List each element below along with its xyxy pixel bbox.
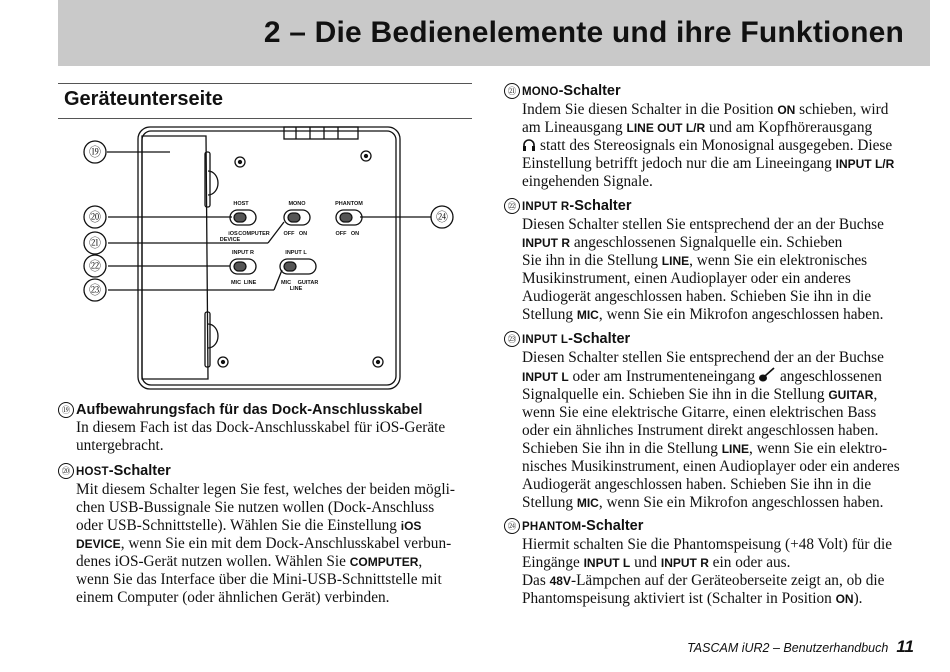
page-footer <box>687 637 914 657</box>
chapter-banner <box>58 0 930 66</box>
svg-text:HOST: HOST <box>233 201 249 207</box>
svg-text:INPUT R: INPUT R <box>232 250 254 256</box>
item-title: Aufbewahrungsfach für das Dock-Anschlusskabel <box>76 402 423 418</box>
item-body: Hiermit schalten Sie die Phantomspeisung (+48 Volt) für die Eingänge INPUT L und INPUT R ein oder aus. Das 48V-Lämpchen auf der Geräteoberseite zeigt an, ob die Phantomspeisung aktiviert ist (Schalter in Position ON). <box>522 536 893 607</box>
svg-text:INPUT L: INPUT L <box>285 250 307 256</box>
svg-text:iOS: iOS <box>228 231 238 237</box>
section-rule-bottom <box>58 118 472 119</box>
headphone-icon <box>522 138 536 152</box>
item-body: Diesen Schalter stellen Sie entsprechend der an der Buchse INPUT R angeschlossenen Signalquelle ein. Schieben Sie ihn in die Stellung LINE, wenn Sie ein elektronisches Musikinstrument, einen Audioplayer oder ein anderes Audiogerät angeschlossen haben. Schieben Sie ihn in die Stellung MIC, wenn Sie ein Mikrofon angeschlossen haben. <box>522 216 884 323</box>
callout-22: ㉒ <box>88 259 102 273</box>
svg-text:ON: ON <box>350 231 360 237</box>
item-24: ㉔ PHANTOM-Schalter Hiermit schalten Sie die Phantomspeisung (+48 Volt) für die Eingänge INPUT L und INPUT R ein oder aus. Das 48V-Lämpchen auf der Geräteoberseite zeigt an, ob die Phantomspeisung aktiviert ist (Schalter in Position ON). <box>504 517 892 608</box>
item-body: Diesen Schalter stellen Sie entsprechend der an der Buchse INPUT L oder am Instrumenteneingang angeschlossenen Signalquelle ein. Schieben Sie ihn in die Stellung GUITAR, wenn Sie eine elektrische Gitarre, einen elektrischen Bass oder ein ähnliches Instrument direkt angeschlossen haben. Schieben Sie ihn in die Stellung LINE, wenn Sie ein elektro- nisches Musikinstrument, einen Audioplayer oder ein anderes Audiogerät angeschlossen haben. Schieben Sie ihn in die Stellung MIC, wenn Sie ein Mikrofon angeschlossen haben. <box>522 349 900 511</box>
svg-text:OFF: OFF <box>335 231 347 237</box>
callout-23: ㉓ <box>88 283 102 297</box>
svg-text:GUITAR: GUITAR <box>297 280 319 286</box>
svg-text:COMPUTER: COMPUTER <box>238 231 270 237</box>
svg-text:MONO: MONO <box>288 201 306 207</box>
callout-21: ㉑ <box>88 236 102 250</box>
item-19 <box>58 401 445 455</box>
page-number: 11 <box>896 637 914 656</box>
svg-text:LINE: LINE <box>243 280 257 286</box>
callout-19: ⑲ <box>88 145 102 159</box>
cable-compartment <box>142 136 208 379</box>
svg-text:DEVICE: DEVICE <box>219 237 241 243</box>
item-23: ㉓ INPUT L-Schalter Diesen Schalter stellen Sie entsprechend der an der Buchse INPUT L oder am Instrumenteneingang angeschlossenen Signalquelle ein. Schieben Sie ihn in die Stellung GUITAR, wenn Sie eine elektrische Gitarre, einen elektrischen Bass oder ein ähnliches Instrument direkt angeschlossen haben. Schieben Sie ihn in die Stellung LINE, wenn Sie ein elektro- nisches Musikinstrument, einen Audioplayer oder ein anderes Audiogerät angeschlossen haben. Schieben Sie ihn in die Stellung MIC, wenn Sie ein Mikrofon angeschlossen haben. <box>504 330 900 512</box>
svg-text:MIC: MIC <box>280 280 292 286</box>
rear-connector-strip <box>284 127 358 139</box>
guitar-icon <box>758 367 776 383</box>
item-body: Indem Sie diesen Schalter in die Position ON schieben, wird am Lineausgang LINE OUT L/R und am Kopfhörerausgang statt des Stereosignals ein Monosignal ausgegeben. Diese Einstellung betrifft jedoch nur die am Lineeingang INPUT L/R eingehenden Signale. <box>522 101 895 190</box>
section-title: Geräteunterseite <box>64 88 223 110</box>
svg-text:PHANTOM: PHANTOM <box>335 201 363 207</box>
device-outline <box>138 127 400 389</box>
item-body: Mit diesem Schalter legen Sie fest, welches der beiden mögli- chen USB-Bussignale Sie nutzen wollen (Dock-Anschluss oder USB-Schnittstelle). Wählen Sie die Einstellung iOS DEVICE, wenn Sie ein mit dem Dock-Anschlusskabel verbun- denes iOS-Gerät nutzen wollen. Wählen Sie COMPUTER, wenn Sie das Interface über die Mini-USB-Schnittstelle mit einem Computer (oder ähnlichen Gerät) verbinden. <box>76 481 455 606</box>
section-rule-top <box>58 83 472 84</box>
item-body: In diesem Fach ist das Dock-Anschlusskabel für iOS-Geräte untergebracht. <box>76 419 446 454</box>
footer-text: TASCAM iUR2 – Benutzerhandbuch <box>687 641 889 655</box>
device-bottom-diagram <box>78 124 470 394</box>
item-22: ㉒ INPUT R-Schalter Diesen Schalter stellen Sie entsprechend der an der Buchse INPUT R angeschlossenen Signalquelle ein. Schieben Sie ihn in die Stellung LINE, wenn Sie ein elektronisches Musikinstrument, einen Audioplayer oder ein anderes Audiogerät angeschlossen haben. Schieben Sie ihn in die Stellung MIC, wenn Sie ein Mikrofon angeschlossen haben. <box>504 197 884 324</box>
item-number: ⑲ <box>58 402 74 418</box>
callout-20: ⑳ <box>88 210 102 224</box>
svg-text:LINE: LINE <box>289 286 303 292</box>
callout-24: ㉔ <box>435 210 449 224</box>
svg-text:MIC: MIC <box>230 280 242 286</box>
chapter-title: 2 – Die Bedienelemente und ihre Funktionen <box>263 16 904 49</box>
svg-text:OFF: OFF <box>283 231 295 237</box>
item-20: ⑳ HOST-Schalter Mit diesem Schalter legen Sie fest, welches der beiden mögli- chen USB-Bussignale Sie nutzen wollen (Dock-Anschluss oder USB-Schnittstelle). Wählen Sie die Einstellung iOS DEVICE, wenn Sie ein mit dem Dock-Anschlusskabel verbun- denes iOS-Gerät nutzen wollen. Wählen Sie COMPUTER, wenn Sie das Interface über die Mini-USB-Schnittstelle mit einem Computer (oder ähnlichen Gerät) verbinden. <box>58 462 455 607</box>
svg-text:ON: ON <box>298 231 308 237</box>
item-21: ㉑ MONO-Schalter Indem Sie diesen Schalter in die Position ON schieben, wird am Lineausgang LINE OUT L/R und am Kopfhörerausgang statt des Stereosignals ein Monosignal ausgegeben. Diese Einstellung betrifft jedoch nur die am Lineeingang INPUT L/R eingehenden Signale. <box>504 82 894 191</box>
